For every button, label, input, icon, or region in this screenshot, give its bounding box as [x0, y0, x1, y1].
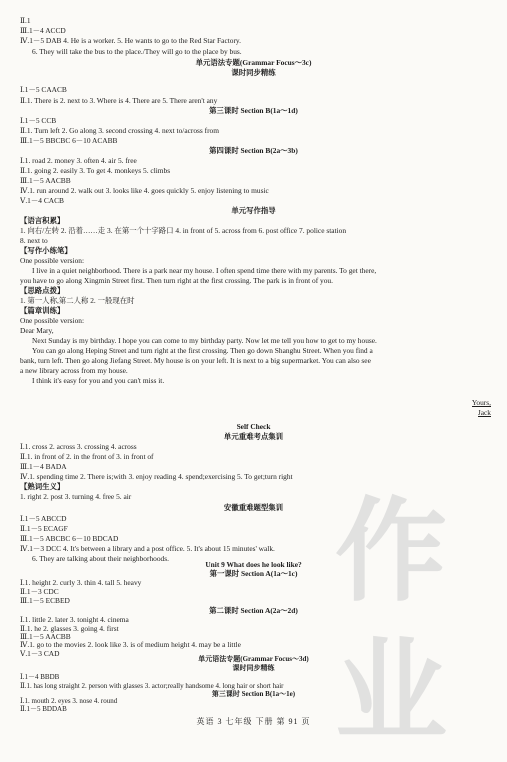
letter-signature: Jack [477, 408, 491, 417]
text-line: Ⅱ.1－5 ECAGF [20, 524, 68, 533]
text-line: 【熟词生义】 [20, 482, 65, 491]
text-line: Ⅳ.1－3 DCC 4. It's between a library and a post office. 5. It's about 15 minutes' walk. [20, 544, 275, 553]
text-line: Ⅲ.1－5 ABCBC 6－10 BDCAD [20, 534, 119, 543]
text-line: Ⅰ.1. mouth 2. eyes 3. nose 4. round [20, 697, 118, 705]
lesson-heading: 第二课时 Section A(2a～2d) [209, 606, 298, 615]
section-subheading: 课时同步精练 [231, 68, 276, 77]
lesson-heading: 第三课时 Section B(1a～1e) [211, 690, 296, 698]
text-line: Ⅱ.1. in front of 2. in the front of 3. in front of [20, 452, 154, 461]
text-line: bank, turn left. Then go along Jiefang Street. My house is on your left. It is next to a big supermarket. You can also see [20, 356, 371, 365]
text-line: Ⅱ.1－5 BDDAB [20, 705, 67, 713]
text-line: 6. They are talking about their neighborhoods. [32, 554, 169, 563]
text-line: 1. right 2. post 3. turning 4. free 5. air [20, 492, 132, 501]
text-line: Ⅰ.1－5 CAACB [20, 85, 67, 94]
lesson-heading: 第一课时 Section A(1a～1c) [209, 569, 298, 578]
text-line: Ⅲ.1－4 BADA [20, 462, 67, 471]
text-line: 【思路点拨】 [20, 286, 65, 295]
text-line: Ⅳ.1. spending time 2. There is;with 3. enjoy reading 4. spend;exercising 5. To get;turn right [20, 472, 293, 481]
text-line: One possible version: [20, 256, 85, 265]
section-heading: 单元写作指导 [231, 206, 276, 215]
text-line: Ⅱ.1 [20, 16, 31, 25]
text-line: 1. 向右/左转 2. 沿着……走 3. 在第一个十字路口 4. in front of 5. across from 6. post office 7. police station [20, 226, 347, 235]
section-subheading: 单元重难考点集训 [223, 432, 284, 441]
text-line: 6. They will take the bus to the place./They will go to the place by bus. [32, 47, 242, 56]
section-subheading: 课时同步精练 [232, 664, 275, 672]
text-line: Ⅲ.1－5 BBCBC 6－10 ACABB [20, 136, 118, 145]
lesson-heading: 第四课时 Section B(2a～3b) [209, 146, 298, 155]
text-line: Ⅴ.1－4 CACB [20, 196, 64, 205]
text-line: you have to go along Xingmin Street first. Then turn right at the first crossing. The park is in front of you. [20, 276, 333, 285]
section-heading: 安徽重难题型集训 [223, 503, 284, 512]
text-line: Ⅱ.1. Turn left 2. Go along 3. second crossing 4. next to/across from [20, 126, 220, 135]
text-line: Next Sunday is my birthday. I hope you can come to my birthday party. Now let me tell you how to get to my house. [32, 336, 377, 345]
text-line: Ⅱ.1. he 2. glasses 3. going 4. first [20, 624, 119, 633]
text-line: Ⅰ.1. little 2. later 3. tonight 4. cinema [20, 615, 129, 624]
text-line: Ⅲ.1－5 AACBB [20, 632, 71, 641]
text-line: Ⅰ.1－5 CCB [20, 116, 57, 125]
page-footer: 英语 3 七年级 下册 第 91 页 [196, 717, 311, 726]
unit-heading: Unit 9 What does he look like? [205, 560, 302, 569]
text-line: a new library across from my house. [20, 366, 128, 375]
section-heading: Self Check [236, 422, 271, 431]
text-line: Ⅰ.1－4 BBDB [20, 673, 60, 681]
text-line: 【语言积累】 [20, 216, 65, 225]
text-line: Ⅱ.1. has long straight 2. person with glasses 3. actor;really handsome 4. long hair or short hair [20, 682, 284, 690]
text-line: Ⅰ.1. cross 2. across 3. crossing 4. across [20, 442, 137, 451]
text-line: 8. next to [20, 236, 48, 245]
text-line: Ⅲ.1－5 AACBB [20, 176, 71, 185]
text-line: Ⅴ.1－3 CAD [20, 649, 60, 658]
text-line: 【写作小练笔】 [20, 246, 72, 255]
text-line: 1. 第一人称,第二人称 2. 一般现在时 [20, 296, 135, 305]
text-line: Ⅳ.1. go to the movies 2. look like 3. is of medium height 4. may be a little [20, 640, 241, 649]
text-line: Ⅳ.1－5 DAB 4. He is a worker. 5. He wants to go to the Red Star Factory. [20, 36, 241, 45]
text-line: Ⅰ.1. height 2. curly 3. thin 4. tall 5. heavy [20, 578, 142, 587]
section-heading: 单元语法专题(Grammar Focus～3d) [198, 655, 309, 663]
text-line: Ⅳ.1. run around 2. walk out 3. looks like 4. goes quickly 5. enjoy listening to music [20, 186, 269, 195]
watermark: 作业 [335, 487, 441, 757]
text-line: Ⅱ.1－3 CDC [20, 587, 59, 596]
text-line: Ⅲ.1－4 ACCD [20, 26, 66, 35]
letter-closing: Yours, [471, 398, 491, 407]
text-line: Dear Mary, [20, 326, 54, 335]
text-line: One possible version: [20, 316, 85, 325]
text-line: Ⅱ.1. going 2. easily 3. To get 4. monkeys 5. climbs [20, 166, 171, 175]
text-line: Ⅲ.1－5 ECBED [20, 596, 70, 605]
text-line: Ⅰ.1. road 2. money 3. often 4. air 5. free [20, 156, 137, 165]
text-line: I live in a quiet neighborhood. There is a park near my house. I often spend time there with my parents. To get there, [32, 266, 377, 275]
text-line: I think it's easy for you and you can't miss it. [32, 376, 165, 385]
text-line: Ⅰ.1－5 ABCCD [20, 514, 67, 523]
text-line: Ⅱ.1. There is 2. next to 3. Where is 4. There are 5. There aren't any [20, 96, 218, 105]
text-line: You can go along Heping Street and turn right at the first crossing. Then go down Shanghu Street. When you find a [32, 346, 373, 355]
text-line: 【篇章训练】 [20, 306, 65, 315]
lesson-heading: 第三课时 Section B(1a～1d) [209, 106, 298, 115]
section-heading: 单元语法专题(Grammar Focus～3c) [195, 58, 312, 67]
